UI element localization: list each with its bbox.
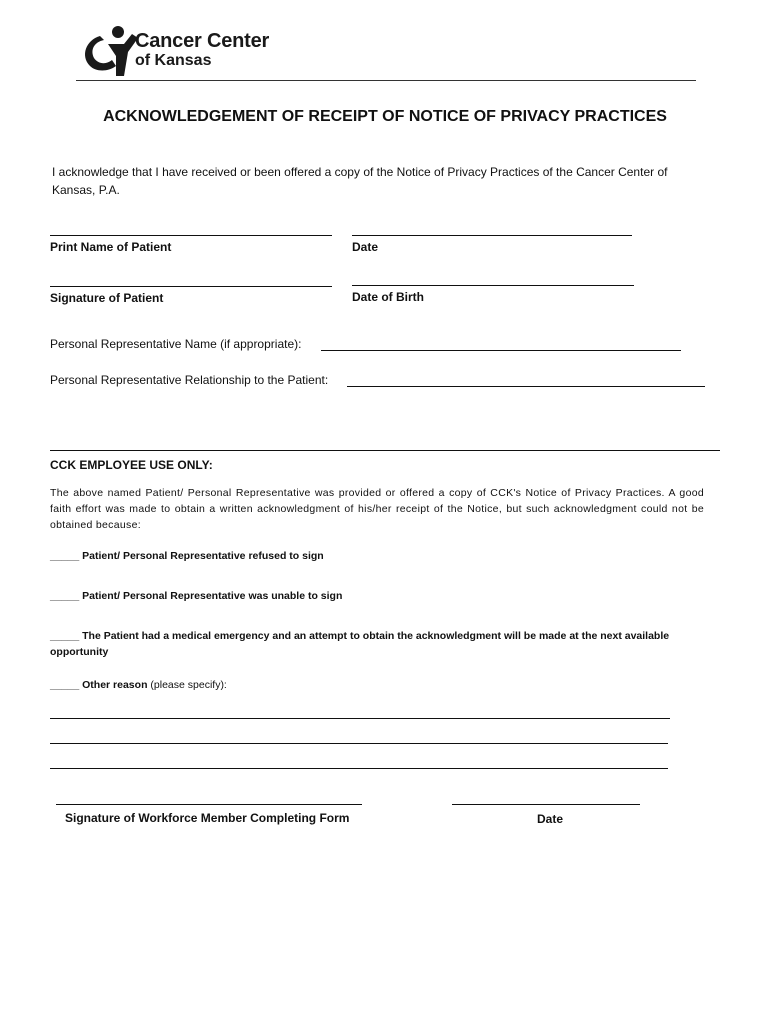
option-other[interactable] — [50, 679, 227, 691]
date-line[interactable] — [352, 235, 632, 236]
page-title: ACKNOWLEDGEMENT OF RECEIPT OF NOTICE OF PRIVACY PRACTICES — [103, 108, 667, 125]
signature-label: Signature of Patient — [50, 291, 164, 305]
other-reason-line-3[interactable] — [50, 768, 668, 769]
logo-text-line1: Cancer Center — [135, 30, 270, 52]
acknowledgement-statement: I acknowledge that I have received or been offered a copy of the Notice of Privacy Practices of the Cancer Center of Kansas, P.A. — [52, 165, 668, 197]
other-reason-line-2[interactable] — [50, 743, 668, 744]
other-reason-line-1[interactable] — [50, 718, 670, 719]
workforce-date-label: Date — [537, 812, 564, 826]
option-unable-label: Patient/ Personal Representative was unable to sign — [82, 590, 343, 602]
option-blank: _____ — [50, 630, 80, 642]
rep-name-label: Personal Representative Name (if appropriate): — [50, 337, 302, 351]
option-other-label: Other reason — [82, 679, 148, 691]
workforce-signature-label: Signature of Workforce Member Completing Form — [65, 811, 350, 825]
option-emergency-label: The Patient had a medical emergency and an attempt to obtain the acknowledgment will be made at the next available opportunity — [50, 630, 670, 658]
date-label: Date — [352, 240, 379, 254]
option-unable[interactable] — [50, 590, 342, 602]
employee-section-body: The above named Patient/ Personal Representative was provided or offered a copy of CCK's Notice of Privacy Practices. A good faith effort was made to obtain a written acknowledgment of his/her receipt of the Notice, but such acknowledgment could not be obtained because: — [50, 487, 704, 531]
option-emergency[interactable] — [50, 628, 700, 660]
rep-relationship-line[interactable] — [347, 386, 705, 387]
logo-mark — [85, 26, 138, 76]
option-refused-label: Patient/ Personal Representative refused to sign — [82, 550, 324, 562]
employee-section-heading: CCK EMPLOYEE USE ONLY: — [50, 458, 213, 472]
workforce-date-line[interactable] — [452, 804, 640, 805]
option-other-note: (please specify): — [150, 679, 227, 691]
date-of-birth-line[interactable] — [352, 285, 634, 286]
option-blank: _____ — [50, 679, 80, 691]
date-of-birth-label: Date of Birth — [352, 290, 424, 304]
header-divider — [76, 80, 696, 81]
option-blank: _____ — [50, 590, 80, 602]
print-name-label: Print Name of Patient — [50, 240, 172, 254]
option-blank: _____ — [50, 550, 80, 562]
print-name-line[interactable] — [50, 235, 332, 236]
logo-text-line2: of Kansas — [135, 52, 212, 69]
rep-relationship-label: Personal Representative Relationship to the Patient: — [50, 373, 329, 387]
rep-name-line[interactable] — [321, 350, 681, 351]
workforce-signature-line[interactable] — [56, 804, 362, 805]
option-refused[interactable] — [50, 550, 324, 562]
signature-line[interactable] — [50, 286, 332, 287]
section-divider — [50, 450, 720, 451]
